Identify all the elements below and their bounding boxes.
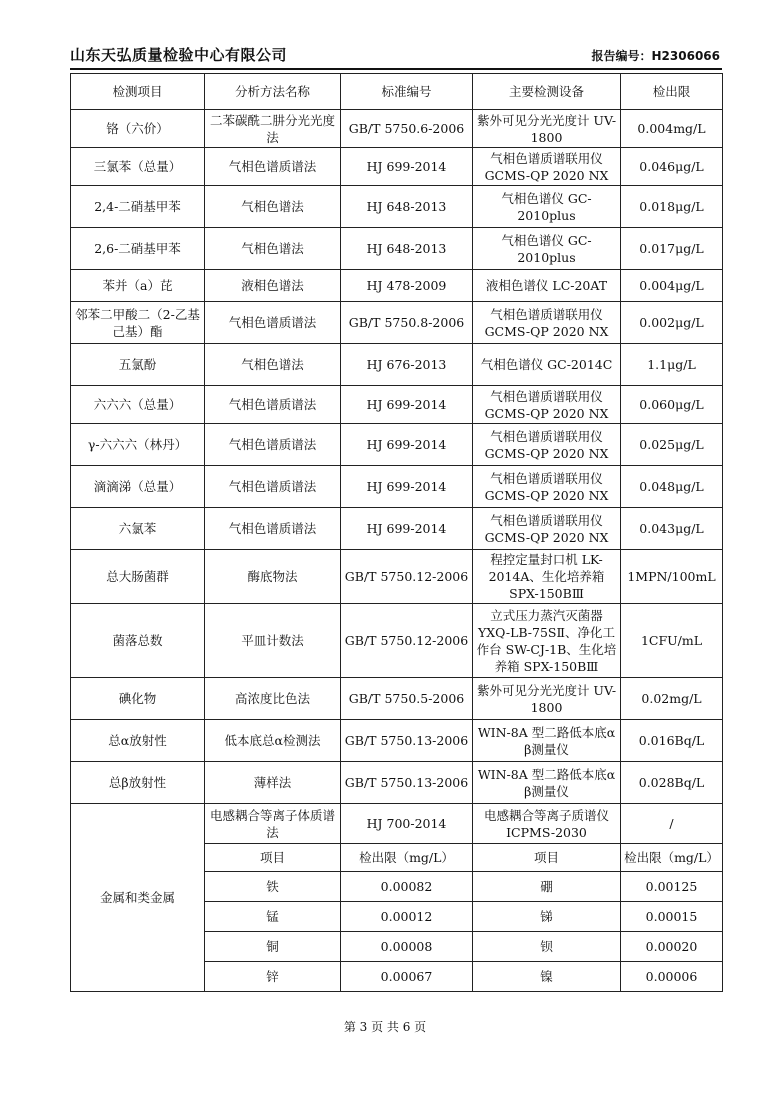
- method-cell: 气相色谱法: [205, 186, 341, 228]
- detection-limit-cell: 0.00125: [621, 872, 723, 902]
- standard-cell: GB/T 5750.13-2006: [341, 762, 473, 804]
- equipment-cell: 液相色谱仪 LC-20AT: [473, 270, 621, 302]
- element-cell: 锌: [205, 962, 341, 992]
- limit-cell: 0.017μg/L: [621, 228, 723, 270]
- table-row: [71, 386, 723, 424]
- equipment-cell: 气相色谱仪 GC-2010plus: [473, 228, 621, 270]
- detection-limit-cell: 0.00008: [341, 932, 473, 962]
- standard-cell: HJ 700-2014: [341, 804, 473, 844]
- element-cell: 锰: [205, 902, 341, 932]
- metals-method-row: [71, 804, 723, 844]
- method-cell: 平皿计数法: [205, 604, 341, 678]
- table-row: [71, 302, 723, 344]
- item-cell: 苯并（a）芘: [71, 270, 205, 302]
- method-cell: 气相色谱法: [205, 228, 341, 270]
- limit-cell: 0.048μg/L: [621, 466, 723, 508]
- method-cell: 气相色谱质谱法: [205, 302, 341, 344]
- page-number: 第 3 页 共 6 页: [343, 1020, 427, 1034]
- limit-cell: 0.028Bq/L: [621, 762, 723, 804]
- item-cell: 滴滴涕（总量）: [71, 466, 205, 508]
- item-cell: 五氯酚: [71, 344, 205, 386]
- header-cell: 检出限: [621, 74, 723, 110]
- equipment-cell: 程控定量封口机 LK-2014A、生化培养箱 SPX-150BⅢ: [473, 550, 621, 604]
- standard-cell: GB/T 5750.12-2006: [341, 550, 473, 604]
- standard-cell: HJ 676-2013: [341, 344, 473, 386]
- table-row: [71, 110, 723, 148]
- equipment-cell: 气相色谱仪 GC-2014C: [473, 344, 621, 386]
- element-cell: 铜: [205, 932, 341, 962]
- limit-cell: 0.004mg/L: [621, 110, 723, 148]
- standard-cell: HJ 699-2014: [341, 424, 473, 466]
- limit-cell: 0.025μg/L: [621, 424, 723, 466]
- item-cell: 2,6-二硝基甲苯: [71, 228, 205, 270]
- method-cell: 酶底物法: [205, 550, 341, 604]
- equipment-cell: 气相色谱质谱联用仪 GCMS-QP 2020 NX: [473, 148, 621, 186]
- limit-cell: 0.060μg/L: [621, 386, 723, 424]
- limit-cell: 1.1μg/L: [621, 344, 723, 386]
- equipment-cell: 气相色谱质谱联用仪 GCMS-QP 2020 NX: [473, 508, 621, 550]
- item-cell: 六氯苯: [71, 508, 205, 550]
- item-cell: 总α放射性: [71, 720, 205, 762]
- item-cell: 邻苯二甲酸二（2-乙基己基）酯: [71, 302, 205, 344]
- metals-subheader-cell: 项目: [205, 844, 341, 872]
- element-cell: 锑: [473, 902, 621, 932]
- metals-subheader-cell: 检出限（mg/L）: [341, 844, 473, 872]
- item-cell: 总β放射性: [71, 762, 205, 804]
- equipment-cell: 气相色谱仪 GC-2010plus: [473, 186, 621, 228]
- equipment-cell: 气相色谱质谱联用仪 GCMS-QP 2020 NX: [473, 302, 621, 344]
- standard-cell: HJ 699-2014: [341, 508, 473, 550]
- method-cell: 液相色谱法: [205, 270, 341, 302]
- item-cell: γ-六六六（林丹）: [71, 424, 205, 466]
- header-cell: 检测项目: [71, 74, 205, 110]
- detection-limit-cell: 0.00082: [341, 872, 473, 902]
- detection-limit-cell: 0.00020: [621, 932, 723, 962]
- standard-cell: GB/T 5750.13-2006: [341, 720, 473, 762]
- equipment-cell: WIN-8A 型二路低本底α β测量仪: [473, 762, 621, 804]
- table-row: [71, 550, 723, 604]
- method-cell: 气相色谱质谱法: [205, 424, 341, 466]
- standard-cell: GB/T 5750.8-2006: [341, 302, 473, 344]
- item-cell: 铬（六价）: [71, 110, 205, 148]
- equipment-cell: 紫外可见分光光度计 UV-1800: [473, 110, 621, 148]
- standard-cell: HJ 648-2013: [341, 186, 473, 228]
- standard-cell: GB/T 5750.6-2006: [341, 110, 473, 148]
- page-header: [70, 44, 720, 66]
- table-row: [71, 720, 723, 762]
- standard-cell: HJ 699-2014: [341, 386, 473, 424]
- limit-cell: 0.02mg/L: [621, 678, 723, 720]
- table-row: [71, 344, 723, 386]
- table-row: [71, 148, 723, 186]
- standard-cell: HJ 699-2014: [341, 466, 473, 508]
- limit-cell: 1CFU/mL: [621, 604, 723, 678]
- equipment-cell: 气相色谱质谱联用仪 GCMS-QP 2020 NX: [473, 386, 621, 424]
- company-name: 山东天弘质量检验中心有限公司: [70, 46, 288, 64]
- item-cell: 总大肠菌群: [71, 550, 205, 604]
- limit-cell: 0.043μg/L: [621, 508, 723, 550]
- limit-cell: 0.046μg/L: [621, 148, 723, 186]
- equipment-cell: 气相色谱质谱联用仪 GCMS-QP 2020 NX: [473, 424, 621, 466]
- method-cell: 薄样法: [205, 762, 341, 804]
- equipment-cell: 紫外可见分光光度计 UV-1800: [473, 678, 621, 720]
- equipment-cell: 立式压力蒸汽灭菌器 YXQ-LB-75SⅡ、净化工作台 SW-CJ-1B、生化培养箱 SPX-150BⅢ: [473, 604, 621, 678]
- table-row: [71, 228, 723, 270]
- detection-limit-cell: 0.00006: [621, 962, 723, 992]
- method-cell: 气相色谱质谱法: [205, 386, 341, 424]
- item-cell: 三氯苯（总量）: [71, 148, 205, 186]
- method-cell: 气相色谱质谱法: [205, 148, 341, 186]
- limit-cell: 0.016Bq/L: [621, 720, 723, 762]
- header-cell: 分析方法名称: [205, 74, 341, 110]
- metals-subheader-cell: 项目: [473, 844, 621, 872]
- equipment-cell: 电感耦合等离子质谱仪 ICPMS-2030: [473, 804, 621, 844]
- metals-subheader-cell: 检出限（mg/L）: [621, 844, 723, 872]
- equipment-cell: WIN-8A 型二路低本底α β测量仪: [473, 720, 621, 762]
- method-cell: 电感耦合等离子体质谱法: [205, 804, 341, 844]
- method-cell: 气相色谱法: [205, 344, 341, 386]
- table-row: [71, 604, 723, 678]
- detection-limit-cell: 0.00012: [341, 902, 473, 932]
- standard-cell: HJ 699-2014: [341, 148, 473, 186]
- standard-cell: HJ 648-2013: [341, 228, 473, 270]
- standard-cell: GB/T 5750.5-2006: [341, 678, 473, 720]
- header-divider: [70, 68, 722, 70]
- item-cell: 2,4-二硝基甲苯: [71, 186, 205, 228]
- method-cell: 低本底总α检测法: [205, 720, 341, 762]
- table-header-row: [71, 74, 723, 110]
- standard-cell: HJ 478-2009: [341, 270, 473, 302]
- test-methods-table: [70, 73, 723, 992]
- report-number: 报告编号：H2306066: [591, 49, 720, 63]
- limit-cell: 0.018μg/L: [621, 186, 723, 228]
- limit-cell: /: [621, 804, 723, 844]
- limit-cell: 0.004μg/L: [621, 270, 723, 302]
- table-row: [71, 270, 723, 302]
- element-cell: 硼: [473, 872, 621, 902]
- item-cell: 六六六（总量）: [71, 386, 205, 424]
- table-row: [71, 186, 723, 228]
- element-cell: 镍: [473, 962, 621, 992]
- limit-cell: 0.002μg/L: [621, 302, 723, 344]
- method-cell: 气相色谱质谱法: [205, 508, 341, 550]
- table-row: [71, 424, 723, 466]
- equipment-cell: 气相色谱质谱联用仪 GCMS-QP 2020 NX: [473, 466, 621, 508]
- table-row: [71, 762, 723, 804]
- table-row: [71, 678, 723, 720]
- item-cell: 碘化物: [71, 678, 205, 720]
- standard-cell: GB/T 5750.12-2006: [341, 604, 473, 678]
- element-cell: 铁: [205, 872, 341, 902]
- header-cell: 主要检测设备: [473, 74, 621, 110]
- table-body: [71, 74, 723, 992]
- limit-cell: 1MPN/100mL: [621, 550, 723, 604]
- method-cell: 二苯碳酰二肼分光光度法: [205, 110, 341, 148]
- method-cell: 气相色谱质谱法: [205, 466, 341, 508]
- method-cell: 高浓度比色法: [205, 678, 341, 720]
- detection-limit-cell: 0.00015: [621, 902, 723, 932]
- header-cell: 标准编号: [341, 74, 473, 110]
- metals-item-cell: 金属和类金属: [71, 804, 205, 992]
- table-row: [71, 466, 723, 508]
- table-row: [71, 508, 723, 550]
- detection-limit-cell: 0.00067: [341, 962, 473, 992]
- element-cell: 钡: [473, 932, 621, 962]
- item-cell: 菌落总数: [71, 604, 205, 678]
